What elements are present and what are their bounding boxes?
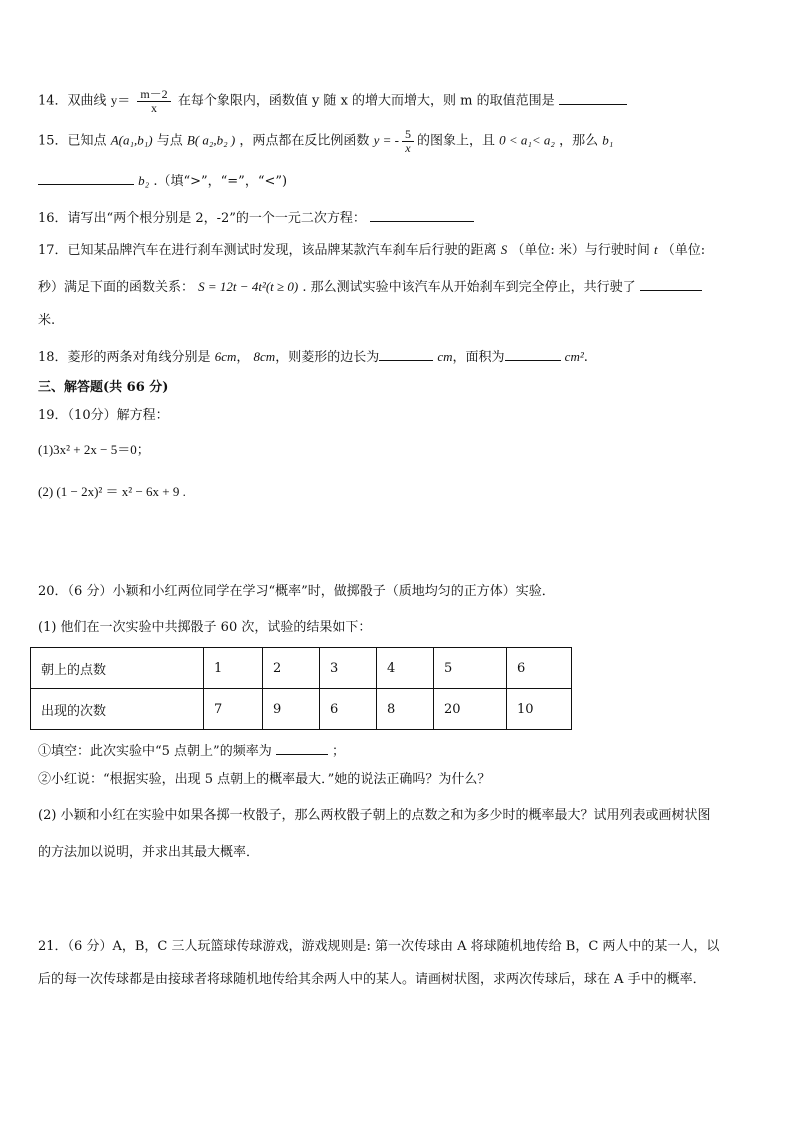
- table-cell: 9: [263, 689, 320, 730]
- q14-answer-blank[interactable]: [559, 90, 627, 105]
- question-17-line1: [38, 240, 705, 261]
- q15-b2: b₂: [138, 173, 150, 188]
- q17-line1: 17．已知某品牌汽车在进行刹车测试时发现，该品牌某款汽车刹车后行驶的距离: [38, 243, 497, 258]
- q18-side-blank[interactable]: [379, 346, 433, 361]
- q14-fraction: [137, 88, 170, 114]
- q17-unit1: （单位: 米）与行驶时间: [511, 243, 650, 258]
- q15-frac-denominator: x: [405, 140, 411, 155]
- table-cell: 6: [320, 689, 377, 730]
- table-cell: 6: [507, 648, 572, 689]
- dice-results-table: [30, 647, 572, 730]
- q16-text: 16．请写出“两个根分别是 2，-2”的一个一元二次方程：: [38, 211, 366, 226]
- q15-condition: 0 < a₁< a₂: [499, 132, 555, 148]
- q18-sep: ，: [236, 350, 250, 365]
- q15-point-b: B( a₂,b₂ ): [186, 132, 236, 148]
- q15-answer-blank[interactable]: [38, 170, 134, 185]
- q15-frac-numerator: 5: [402, 128, 414, 142]
- q15-lead: 15．已知点: [38, 133, 107, 149]
- q18-unit2: cm²: [564, 349, 584, 364]
- q18-d1: 6cm: [214, 349, 237, 364]
- row-header-points: 朝上的点数: [31, 648, 204, 689]
- q15-fraction: [402, 128, 414, 154]
- table-cell: 3: [320, 648, 377, 689]
- q17-S: S: [500, 242, 508, 257]
- q21-line2: 后的每一次传球都是由接球者将球随机地传给其余两人中的某人。请画树状图，求两次传球后，球在 A 手中的概率．: [38, 972, 706, 987]
- q20-frequency-blank[interactable]: [276, 740, 328, 755]
- table-row: [31, 689, 572, 730]
- q17-line3: 米.: [38, 313, 56, 328]
- q20-part1: (1) 他们在一次实验中共掷骰子 60 次，试验的结果如下：: [38, 620, 372, 635]
- q20-fill2: ②小红说：“根据实验，出现 5 点朝上的概率最大．”她的说法正确吗？为什么？: [38, 772, 491, 787]
- q17-line2-tail: . 那么测试实验中该汽车从开始刹车到完全停止，共行驶了: [302, 280, 636, 295]
- q20-title: 20．（6 分）小颖和小红两位同学在学习“概率”时，做掷骰子（质地均匀的正方体）实验．: [38, 584, 555, 599]
- q20-fill1-lead: ①填空：此次实验中“5 点朝上”的频率为: [38, 744, 272, 759]
- q16-answer-blank[interactable]: [370, 207, 474, 222]
- q18-mid2: ，面积为: [452, 350, 505, 365]
- q17-t: t: [653, 242, 658, 257]
- q18-tail: .: [583, 350, 588, 365]
- table-cell: 4: [377, 648, 434, 689]
- q15-mid1: 与点: [156, 133, 183, 149]
- q18-mid: ，则菱形的边长为: [275, 350, 380, 365]
- q15-mid4: ，那么: [559, 133, 599, 149]
- question-17-line2: [38, 276, 702, 298]
- q14-y-eq: y＝: [110, 92, 131, 108]
- q14-rest: 在每个象限内，函数值 y 随 x 的增大而增大，则 m 的取值范围是: [177, 93, 555, 109]
- q19-part1: (1)3x² + 2x − 5＝0；: [38, 442, 150, 457]
- q20-fill1: [38, 740, 345, 762]
- table-cell: 7: [204, 689, 263, 730]
- question-15-line2: [38, 170, 287, 192]
- table-cell: 2: [263, 648, 320, 689]
- q18-area-blank[interactable]: [505, 346, 561, 361]
- q20-part2-line2: 的方法加以说明，并求出其最大概率．: [38, 845, 260, 860]
- q14-frac-numerator: m－2: [137, 88, 170, 102]
- q18-d2: 8cm: [253, 349, 276, 364]
- question-18: [38, 346, 588, 368]
- q17-formula: S = 12t − 4t²(t ≥ 0): [198, 279, 299, 294]
- q21-line1: 21．（6 分）A，B，C 三人玩篮球传球游戏，游戏规则是: 第一次传球由 A 将球随机地传给 B，C 两人中的某一人，以: [38, 939, 720, 954]
- q19-title: 19．（10分）解方程：: [38, 408, 169, 423]
- q14-lead: 14．双曲线: [38, 93, 107, 109]
- q14-frac-denominator: x: [151, 100, 158, 115]
- question-17-line3: [38, 311, 55, 331]
- q17-answer-blank[interactable]: [640, 276, 702, 291]
- question-15: [38, 128, 613, 154]
- q15-tail: .（填“>”，“=”，“<”): [153, 174, 288, 189]
- q20-fill1-tail: ；: [331, 744, 345, 759]
- table-cell: 5: [434, 648, 507, 689]
- q19-part2: (2) (1 − 2x)² ＝ x² − 6x + 9 .: [38, 484, 186, 499]
- q17-unit2: （单位:: [661, 243, 706, 258]
- table-cell: 8: [377, 689, 434, 730]
- table-cell: 1: [204, 648, 263, 689]
- question-14: [38, 88, 627, 114]
- q18-unit1: cm: [437, 349, 453, 364]
- question-16: [38, 207, 474, 229]
- table-cell: 20: [434, 689, 507, 730]
- q18-lead: 18．菱形的两条对角线分别是: [38, 350, 211, 365]
- q15-mid2: ，两点都在反比例函数: [239, 133, 370, 149]
- q20-part2-line1: (2) 小颖和小红在实验中如果各掷一枚骰子，那么两枚骰子朝上的点数之和为多少时的概率最大？试用列表或画树状图: [38, 808, 711, 823]
- q17-line2-lead: 秒）满足下面的函数关系：: [38, 280, 195, 295]
- table-row: [31, 648, 572, 689]
- table-cell: 10: [507, 689, 572, 730]
- q15-func-lhs: y = -: [373, 132, 399, 148]
- row-header-counts: 出现的次数: [31, 689, 204, 730]
- q15-b1: b₁: [602, 132, 614, 148]
- q15-point-a: A(a₁,b₁): [110, 132, 153, 148]
- q15-mid3: 的图象上，且: [416, 133, 495, 149]
- section-3-title: 三、解答题(共 66 分): [38, 380, 169, 395]
